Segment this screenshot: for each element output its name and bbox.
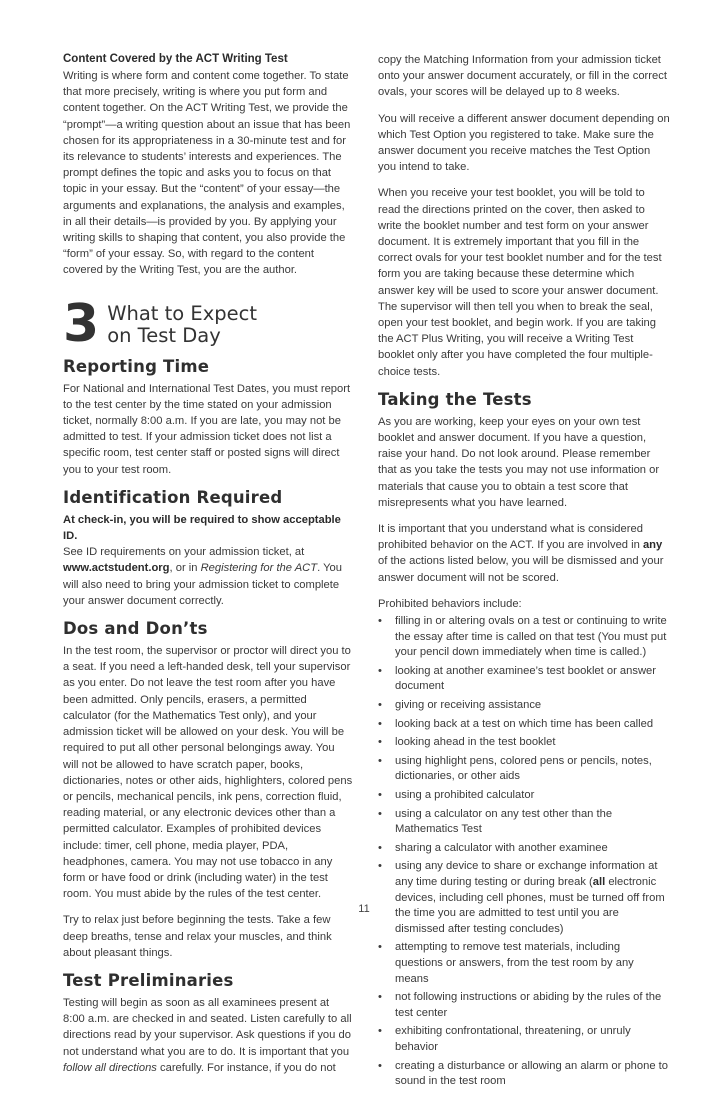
prelim-text-a: Testing will begin as soon as all examinees present at 8:00 a.m. are checked in and seated. Listen carefully to all directions read by your supervisor. Ask questions if you do not understand what you are to do. It is important that you: [63, 996, 352, 1058]
bullet-icon: •: [378, 736, 382, 749]
list-item-text: attempting to remove test materials, including questions or answers, from the test room by any means: [395, 941, 634, 985]
list-item-text: looking ahead in the test booklet: [395, 736, 556, 749]
list-item-text: using a prohibited calculator: [395, 789, 535, 802]
bullet-icon: •: [378, 991, 382, 1004]
list-item-text: giving or receiving assistance: [395, 699, 542, 712]
bullet-icon: •: [378, 664, 382, 677]
list-item: [378, 614, 670, 661]
taking-text-a: It is important that you understand what is considered prohibited behavior on the ACT. If you are involved in: [378, 523, 643, 552]
answer-document-paragraph: You will receive a different answer document depending on which Test Option you registered to take. Make sure the answer document you receive matches the Test Option you intend to take.: [378, 112, 670, 174]
taking-paragraph-1: As you are working, keep your eyes on your own test booklet and answer document. If you have a question, raise your hand. Do not look around. Please remember that as you take the tests you may not use information or materials that cause you to obtain a test score that misrepresents what you have learned.: [378, 415, 660, 509]
taking-tests-title: Taking the Tests: [378, 389, 532, 409]
id-italic: Registering for the ACT: [200, 562, 318, 575]
id-text-a: See ID requirements on your admission ticket, at: [63, 546, 305, 559]
id-url: www.actstudent.org: [63, 562, 170, 575]
page-number: 11: [358, 903, 370, 915]
preliminaries-paragraph: [63, 995, 353, 1076]
chapter-heading: [63, 293, 353, 354]
reporting-title: Reporting Time: [63, 356, 210, 376]
list-item: [378, 1059, 670, 1090]
list-item-text: creating a disturbance or allowing an alarm or phone to sound in the test room: [395, 1059, 669, 1088]
list-item: [378, 735, 670, 751]
list-item-text: [395, 860, 665, 934]
list-item-text: exhibiting confrontational, threatening, or unruly behavior: [395, 1025, 631, 1053]
list-item-text: using a calculator on any test other than the Mathematics Test: [395, 807, 613, 836]
bullet-icon: •: [378, 860, 382, 873]
prohibited-intro: Prohibited behaviors include:: [378, 597, 522, 610]
list-item: [378, 1024, 670, 1055]
id-text-c: . You will also need to bring your admission ticket to complete your answer document correctly.: [63, 562, 342, 607]
device-bold: all: [592, 876, 606, 888]
bullet-icon: •: [378, 941, 382, 954]
list-item: [378, 788, 670, 804]
dos-donts-title: Dos and Don’ts: [63, 619, 208, 639]
list-item: [378, 717, 670, 733]
list-item: [378, 859, 670, 937]
bullet-icon: •: [378, 1025, 382, 1038]
list-item-text: using highlight pens, colored pens or pencils, notes, dictionaries, or other aids: [395, 754, 652, 783]
id-text-b: , or in: [169, 562, 198, 575]
list-item-text: not following instructions or abiding by the rules of the test center: [395, 991, 662, 1019]
dos-paragraph-1: In the test room, the supervisor or proctor will direct you to a seat. If you need a left-handed desk, tell your supervisor as you enter. Do not leave the test room after you have been admitted. Only pencils, erasers, a permitted calculator (for the Mathematics Test only), and your admission ticket will be allowed on your desk. You will be required to put all other personal belongings away. You will not be allowed to have scratch paper, books, dictionaries, notes or other aids, highlighters, colored pens or pencils, mechanical pencils, ink pens, correction fluid, reading material, or any electronic devices other than a permitted calculator. Examples of prohibited devices include: timer, cell phone, media player, PDA, headphones, camera. You may not use tobacco in any form or have food or drink (including water) in the test room. You must abide by the rules of the test center.: [63, 645, 353, 901]
matching-paragraph: copy the Matching Information from your admission ticket onto your answer document accurately, or fill in the correct ovals, your scores will be delayed up to 8 weeks.: [378, 54, 667, 99]
list-item: [378, 664, 670, 695]
test-booklet-paragraph: When you receive your test booklet, you will be told to read the directions printed on the cover, then asked to write the booklet number and test form on your answer document. It is extremely important that you fill in the correct ovals for your test booklet number and for the test form you are taking because these determine which answer key will be used to score your answer document. The supervisor will then tell you when to break the seal, open your test booklet, and begin work. If you are taking the ACT Plus Writing, you will receive a Writing Test booklet only after you have completed the four multiple-choice tests.: [378, 187, 662, 378]
reporting-paragraph: For National and International Test Dates, you must report to the test center by the time stated on your admission ticket, normally 8:00 a.m. If you are late, you may not be admitted to test. If your admission ticket does not list a specific room, test center staff or posted signs will direct you to your test room.: [63, 382, 351, 476]
taking-text-b: of the actions listed below, you will be dismissed and your answer document will not be scored.: [378, 555, 664, 584]
bullet-icon: •: [378, 717, 382, 730]
list-item-text: looking back at a test on which time has been called: [395, 717, 654, 730]
bullet-icon: •: [378, 807, 382, 820]
prohibited-list: [378, 614, 670, 1090]
content-paragraph: Writing is where form and content come together. To state that more precisely, writing is where you put form and content together. On the ACT Writing Test, we provide the “prompt”—a writing question about an issue that has been chosen for its appropriateness in a 30-minute test and for its relevance to students’ interests and experiences. The prompt defines the topic and asks you to focus on that topic in your essay. But the “content” of your essay—the arguments and explanations, the analysis and examples, in all their details—is provided by you. By applying your writing skills to shaping that content, you also provide the “form” of your essay. So, with regard to the content covered by the Writing Test, you are the author.: [63, 70, 351, 277]
device-text-b: electronic devices, including cell phones, must be turned off from the time you are admitted to test until you are dismissed after testing concludes): [395, 876, 665, 935]
chapter-title-line1: What to Expect: [107, 301, 257, 325]
content-heading: Content Covered by the ACT Writing Test: [63, 53, 288, 65]
list-item-text: looking at another examinee’s test booklet or answer document: [395, 664, 656, 693]
bullet-icon: •: [378, 699, 382, 712]
id-bold-text: At check-in, you will be required to show acceptable ID.: [63, 513, 341, 543]
prelim-italic: follow all directions: [63, 1061, 157, 1074]
bullet-icon: •: [378, 841, 382, 854]
list-item: [378, 841, 670, 857]
bullet-icon: •: [378, 615, 382, 628]
identification-paragraph: [63, 512, 353, 609]
bullet-icon: •: [378, 754, 382, 767]
dos-paragraph-2: Try to relax just before beginning the tests. Take a few deep breaths, tense and relax your muscles, and think about pleasant things.: [63, 914, 332, 959]
chapter-title: [107, 299, 257, 347]
list-item: [378, 698, 670, 714]
bullet-icon: •: [378, 1059, 382, 1072]
list-item: [378, 990, 670, 1021]
taking-paragraph-2: [378, 521, 670, 586]
identification-title: Identification Required: [63, 487, 283, 507]
list-item-text: filling in or altering ovals on a test or continuing to write the essay after time is called on that test (You must put your pencil down immediately when time is called.): [395, 615, 667, 659]
preliminaries-title: Test Preliminaries: [63, 970, 234, 990]
chapter-number: 3: [63, 293, 100, 354]
prelim-text-b: carefully. For instance, if you do not: [160, 1061, 336, 1074]
list-item: [378, 940, 670, 987]
device-text-a: using any device to share or exchange information at any time during testing or during break (: [395, 860, 658, 888]
list-item-text: sharing a calculator with another examinee: [395, 841, 608, 854]
list-item: [378, 807, 670, 838]
left-column: [63, 52, 353, 1086]
right-column: [378, 52, 670, 1093]
chapter-title-line2: on Test Day: [107, 323, 221, 347]
list-item: [378, 754, 670, 785]
bullet-icon: •: [378, 789, 382, 802]
taking-bold: any: [642, 539, 663, 552]
